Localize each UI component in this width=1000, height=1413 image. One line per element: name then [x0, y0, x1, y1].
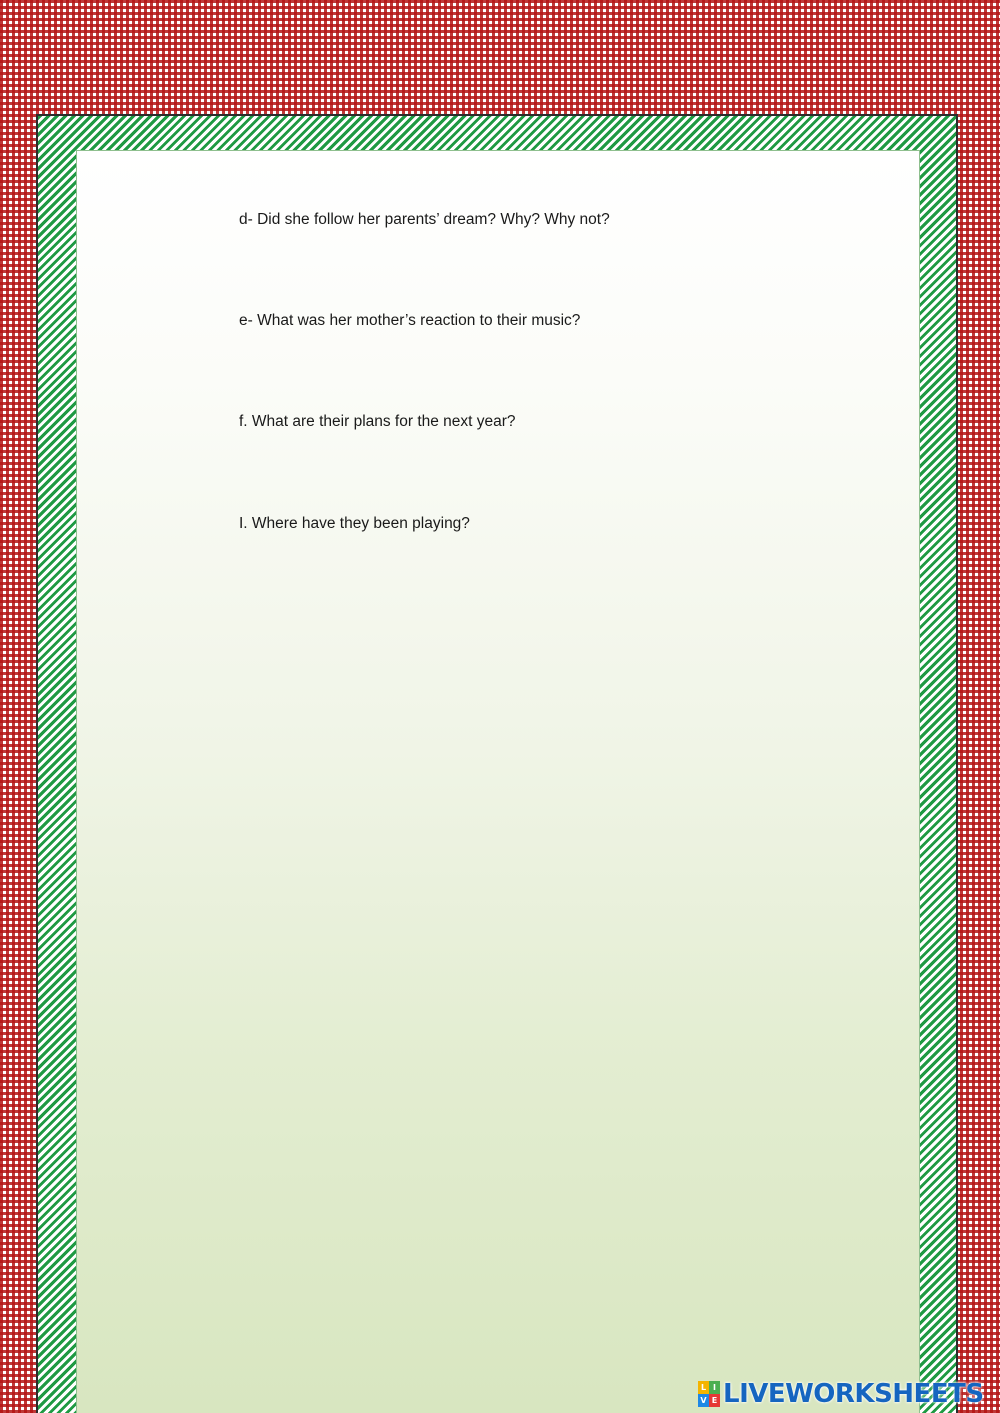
question-f: f. What are their plans for the next year? [239, 413, 516, 430]
worksheet-page [76, 150, 920, 1413]
liveworksheets-logo-icon: L I V E [698, 1381, 720, 1407]
question-i: I. Where have they been playing? [239, 515, 470, 532]
liveworksheets-brand [698, 1378, 984, 1410]
liveworksheets-wordmark: LIVEWORKSHEETS [723, 1379, 984, 1409]
question-e: e- What was her mother’s reaction to their music? [239, 312, 581, 329]
question-d: d- Did she follow her parents’ dream? Why? Why not? [239, 211, 610, 228]
